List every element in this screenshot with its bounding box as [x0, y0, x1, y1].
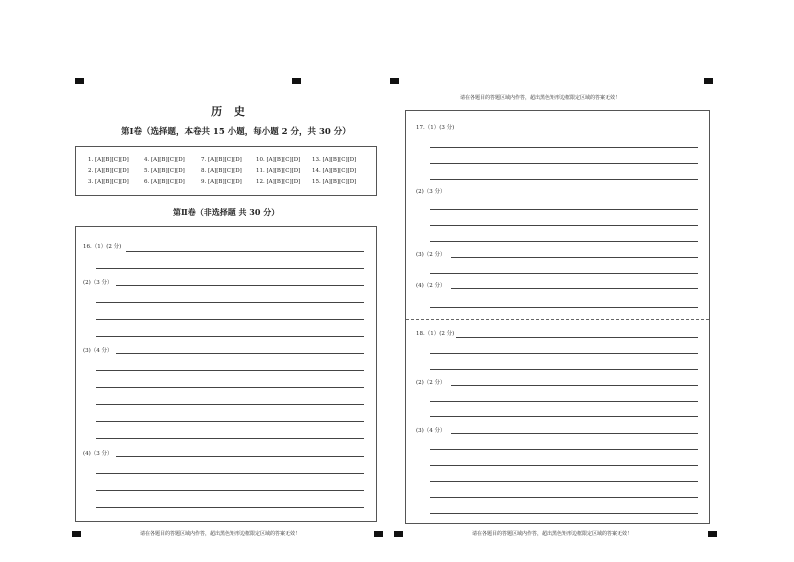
alignment-marker [704, 78, 713, 84]
answer-line[interactable] [430, 225, 698, 226]
answer-line[interactable] [430, 179, 698, 180]
answer-line[interactable] [430, 369, 698, 370]
footer-note: 请在各题目的答题区域内作答，超出黑色矩形边框限定区域的答案无效！ [140, 531, 301, 537]
section-2-title: 第Ⅱ卷（非选择题 共 30 分） [173, 207, 280, 217]
mcq-item[interactable]: 5. [A][B][C][D] [144, 168, 185, 174]
mcq-item[interactable]: 1. [A][B][C][D] [88, 157, 129, 163]
mcq-item[interactable]: 4. [A][B][C][D] [144, 157, 185, 163]
mcq-item[interactable]: 12. [A][B][C][D] [256, 179, 301, 185]
answer-line[interactable] [456, 337, 698, 338]
question-label: (3)（2 分） [416, 252, 446, 258]
answer-line[interactable] [96, 370, 364, 371]
answer-line[interactable] [96, 421, 364, 422]
answer-line[interactable] [116, 456, 364, 457]
answer-line[interactable] [430, 497, 698, 498]
mcq-item[interactable]: 15. [A][B][C][D] [312, 179, 357, 185]
question-label: (4)（3 分） [83, 451, 113, 457]
multiple-choice-grid [75, 146, 377, 196]
answer-line[interactable] [96, 473, 364, 474]
answer-line[interactable] [96, 319, 364, 320]
mcq-item[interactable]: 13. [A][B][C][D] [312, 157, 357, 163]
question-label: (2)（3 分） [416, 189, 446, 195]
answer-line[interactable] [430, 465, 698, 466]
answer-line[interactable] [96, 490, 364, 491]
alignment-marker [390, 78, 399, 84]
question-divider [406, 319, 709, 320]
page-title: 历 史 [211, 105, 249, 118]
answer-area-q17-q18[interactable] [405, 110, 710, 524]
answer-line[interactable] [451, 433, 698, 434]
answer-line[interactable] [96, 404, 364, 405]
mcq-item[interactable]: 11. [A][B][C][D] [256, 168, 301, 174]
alignment-marker [708, 531, 717, 537]
answer-line[interactable] [430, 241, 698, 242]
answer-line[interactable] [96, 387, 364, 388]
answer-area-q16[interactable] [75, 226, 377, 522]
question-label: (3)（4 分） [83, 348, 113, 354]
question-label: (2)（3 分） [83, 280, 113, 286]
mcq-item[interactable]: 8. [A][B][C][D] [201, 168, 242, 174]
section-1-title: 第Ⅰ卷（选择题，本卷共 15 小题，每小题 2 分，共 30 分） [121, 127, 351, 137]
footer-note: 请在各题目的答题区域内作答，超出黑色矩形边框限定区域的答案无效！ [472, 531, 633, 537]
answer-line[interactable] [430, 209, 698, 210]
answer-line[interactable] [430, 513, 698, 514]
answer-line[interactable] [430, 481, 698, 482]
mcq-item[interactable]: 6. [A][B][C][D] [144, 179, 185, 185]
question-label: (3)（4 分） [416, 428, 446, 434]
answer-line[interactable] [430, 163, 698, 164]
header-note: 请在各题目的答题区域内作答，超出黑色矩形边框限定区域的答案无效！ [460, 95, 621, 101]
answer-line[interactable] [430, 273, 698, 274]
question-label: 17.（1）(3 分) [416, 125, 455, 131]
answer-line[interactable] [430, 416, 698, 417]
answer-line[interactable] [451, 288, 698, 289]
answer-line[interactable] [430, 147, 698, 148]
answer-line[interactable] [96, 302, 364, 303]
answer-line[interactable] [126, 251, 364, 252]
alignment-marker [292, 78, 301, 84]
answer-line[interactable] [116, 285, 364, 286]
question-label: 18.（1）(2 分) [416, 331, 455, 337]
answer-line[interactable] [116, 353, 364, 354]
answer-line[interactable] [451, 257, 698, 258]
mcq-item[interactable]: 2. [A][B][C][D] [88, 168, 129, 174]
answer-line[interactable] [430, 307, 698, 308]
mcq-item[interactable]: 9. [A][B][C][D] [201, 179, 242, 185]
question-label: (4)（2 分） [416, 283, 446, 289]
answer-line[interactable] [430, 401, 698, 402]
alignment-marker [75, 78, 84, 84]
alignment-marker [394, 531, 403, 537]
answer-line[interactable] [96, 438, 364, 439]
answer-line[interactable] [430, 353, 698, 354]
alignment-marker [374, 531, 383, 537]
mcq-item[interactable]: 7. [A][B][C][D] [201, 157, 242, 163]
alignment-marker [72, 531, 81, 537]
answer-line[interactable] [96, 336, 364, 337]
answer-line[interactable] [451, 385, 698, 386]
question-label: (2)（2 分） [416, 380, 446, 386]
answer-line[interactable] [96, 507, 364, 508]
mcq-item[interactable]: 14. [A][B][C][D] [312, 168, 357, 174]
mcq-item[interactable]: 10. [A][B][C][D] [256, 157, 301, 163]
mcq-item[interactable]: 3. [A][B][C][D] [88, 179, 129, 185]
answer-line[interactable] [96, 268, 364, 269]
answer-line[interactable] [430, 449, 698, 450]
question-label: 16.（1）(2 分) [83, 244, 122, 250]
